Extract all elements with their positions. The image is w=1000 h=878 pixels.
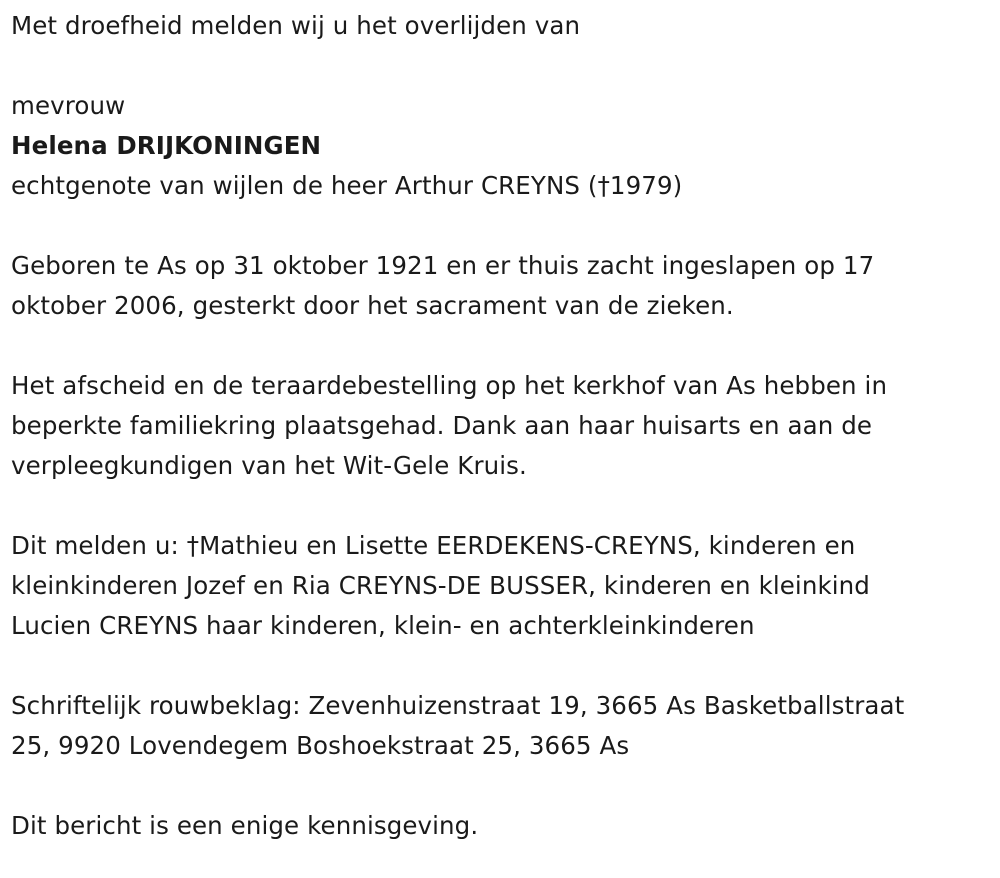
paragraph-line: kleinkinderen Jozef en Ria CREYNS-DE BUSSER, kinderen en kleinkind — [11, 571, 870, 600]
death-notice — [11, 6, 981, 846]
spacer — [11, 646, 981, 686]
spacer — [11, 46, 981, 86]
farewell-paragraph — [11, 366, 981, 486]
intro-text: Met droefheid melden wij u het overlijden van — [11, 11, 581, 40]
spacer — [11, 766, 981, 806]
paragraph-line: oktober 2006, gesterkt door het sacrament van de zieken. — [11, 291, 734, 320]
spouse-text: echtgenote van wijlen de heer Arthur CREYNS (†1979) — [11, 171, 683, 200]
paragraph-line: Het afscheid en de teraardebestelling op het kerkhof van As hebben in — [11, 371, 888, 400]
paragraph-line: Geboren te As op 31 oktober 1921 en er thuis zacht ingeslapen op 17 — [11, 251, 875, 280]
honorific: mevrouw — [11, 91, 126, 120]
condolence-address-paragraph — [11, 686, 981, 766]
closing-text: Dit bericht is een enige kennisgeving. — [11, 811, 479, 840]
paragraph-line: Dit melden u: †Mathieu en Lisette EERDEKENS-CREYNS, kinderen en — [11, 531, 856, 560]
paragraph-line: 25, 9920 Lovendegem Boshoekstraat 25, 3665 As — [11, 731, 630, 760]
family-paragraph — [11, 526, 981, 646]
paragraph-line: Schriftelijk rouwbeklag: Zevenhuizenstraat 19, 3665 As Basketballstraat — [11, 691, 905, 720]
paragraph-line: verpleegkundigen van het Wit-Gele Kruis. — [11, 451, 527, 480]
deceased-name: Helena DRIJKONINGEN — [11, 131, 322, 160]
spacer — [11, 326, 981, 366]
paragraph-line: beperkte familiekring plaatsgehad. Dank aan haar huisarts en aan de — [11, 411, 873, 440]
spacer — [11, 486, 981, 526]
spacer — [11, 206, 981, 246]
birth-paragraph — [11, 246, 981, 326]
paragraph-line: Lucien CREYNS haar kinderen, klein- en achterkleinkinderen — [11, 611, 755, 640]
